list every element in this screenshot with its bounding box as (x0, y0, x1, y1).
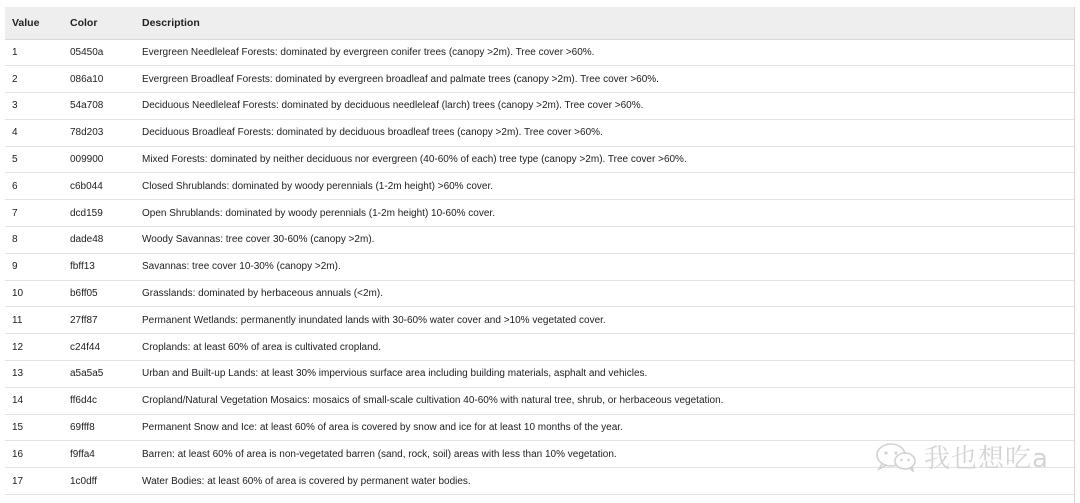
cell-color: 27ff87 (63, 307, 135, 334)
cell-value: 6 (5, 173, 63, 200)
header-color[interactable]: Color (63, 7, 135, 39)
cell-description: Savannas: tree cover 10-30% (canopy >2m). (135, 253, 1074, 280)
cell-value: 3 (5, 93, 63, 120)
table-row (5, 173, 1074, 200)
watermark (874, 438, 1049, 475)
cell-description: Deciduous Broadleaf Forests: dominated by deciduous broadleaf trees (canopy >2m). Tree cover >60%. (135, 119, 1074, 146)
cell-description: Barren: at least 60% of area is non-vegetated barren (sand, rock, soil) areas with less than 10% vegetation. (135, 441, 1074, 468)
land-cover-table (5, 7, 1074, 495)
cell-value: 2 (5, 66, 63, 93)
cell-value: 4 (5, 119, 63, 146)
cell-value: 14 (5, 387, 63, 414)
cell-value: 1 (5, 39, 63, 66)
cell-color: 69fff8 (63, 414, 135, 441)
cell-color: c6b044 (63, 173, 135, 200)
cell-value: 12 (5, 334, 63, 361)
cell-color: f9ffa4 (63, 441, 135, 468)
table-row (5, 361, 1074, 388)
header-value[interactable]: Value (5, 7, 63, 39)
cell-color: dcd159 (63, 200, 135, 227)
cell-description: Closed Shrublands: dominated by woody perennials (1-2m height) >60% cover. (135, 173, 1074, 200)
cell-color: 009900 (63, 146, 135, 173)
cell-color: a5a5a5 (63, 361, 135, 388)
table-row (5, 93, 1074, 120)
cell-color: ff6d4c (63, 387, 135, 414)
cell-color: dade48 (63, 227, 135, 254)
cell-description: Evergreen Broadleaf Forests: dominated by evergreen broadleaf and palmate trees (canopy >2m). Tree cover >60%. (135, 66, 1074, 93)
cell-color: fbff13 (63, 253, 135, 280)
cell-value: 7 (5, 200, 63, 227)
cell-value: 9 (5, 253, 63, 280)
cell-value: 11 (5, 307, 63, 334)
cell-description: Deciduous Needleleaf Forests: dominated by deciduous needleleaf (larch) trees (canopy >2m). Tree cover >60%. (135, 93, 1074, 120)
table-row (5, 66, 1074, 93)
table-row (5, 146, 1074, 173)
table-row (5, 414, 1074, 441)
table-row (5, 280, 1074, 307)
table-row (5, 200, 1074, 227)
cell-value: 8 (5, 227, 63, 254)
cell-description: Open Shrublands: dominated by woody perennials (1-2m height) 10-60% cover. (135, 200, 1074, 227)
cell-description: Mixed Forests: dominated by neither deciduous nor evergreen (40-60% of each) tree type (canopy >2m). Tree cover >60%. (135, 146, 1074, 173)
table-body (5, 39, 1074, 495)
cell-description: Cropland/Natural Vegetation Mosaics: mosaics of small-scale cultivation 40-60% with natural tree, shrub, or herbaceous vegetation. (135, 387, 1074, 414)
cell-color: 086a10 (63, 66, 135, 93)
cell-description: Woody Savannas: tree cover 30-60% (canopy >2m). (135, 227, 1074, 254)
cell-color: c24f44 (63, 334, 135, 361)
cell-description: Permanent Snow and Ice: at least 60% of area is covered by snow and ice for at least 10 months of the year. (135, 414, 1074, 441)
cell-color: 54a708 (63, 93, 135, 120)
cell-color: 05450a (63, 39, 135, 66)
cell-description: Water Bodies: at least 60% of area is covered by permanent water bodies. (135, 468, 1074, 495)
cell-description: Evergreen Needleleaf Forests: dominated by evergreen conifer trees (canopy >2m). Tree cover >60%. (135, 39, 1074, 66)
cell-value: 15 (5, 414, 63, 441)
cell-description: Croplands: at least 60% of area is cultivated cropland. (135, 334, 1074, 361)
wechat-icon (874, 442, 918, 472)
table-row (5, 253, 1074, 280)
table-row (5, 387, 1074, 414)
header-description[interactable]: Description (135, 7, 1074, 39)
table-row (5, 307, 1074, 334)
watermark-text: 我也想吃a (924, 444, 1049, 474)
cell-description: Grasslands: dominated by herbaceous annuals (<2m). (135, 280, 1074, 307)
cell-color: b6ff05 (63, 280, 135, 307)
cell-description: Permanent Wetlands: permanently inundated lands with 30-60% water cover and >10% vegetated cover. (135, 307, 1074, 334)
cell-value: 10 (5, 280, 63, 307)
cell-value: 16 (5, 441, 63, 468)
cell-description: Urban and Built-up Lands: at least 30% impervious surface area including building materials, asphalt and vehicles. (135, 361, 1074, 388)
cell-value: 5 (5, 146, 63, 173)
table-row (5, 39, 1074, 66)
table-row (5, 334, 1074, 361)
table-row (5, 119, 1074, 146)
cell-value: 13 (5, 361, 63, 388)
cell-color: 78d203 (63, 119, 135, 146)
table-row (5, 227, 1074, 254)
table-header (5, 7, 1074, 39)
header-row (5, 7, 1074, 39)
cell-value: 17 (5, 468, 63, 495)
table-right-border (1074, 7, 1075, 503)
cell-color: 1c0dff (63, 468, 135, 495)
